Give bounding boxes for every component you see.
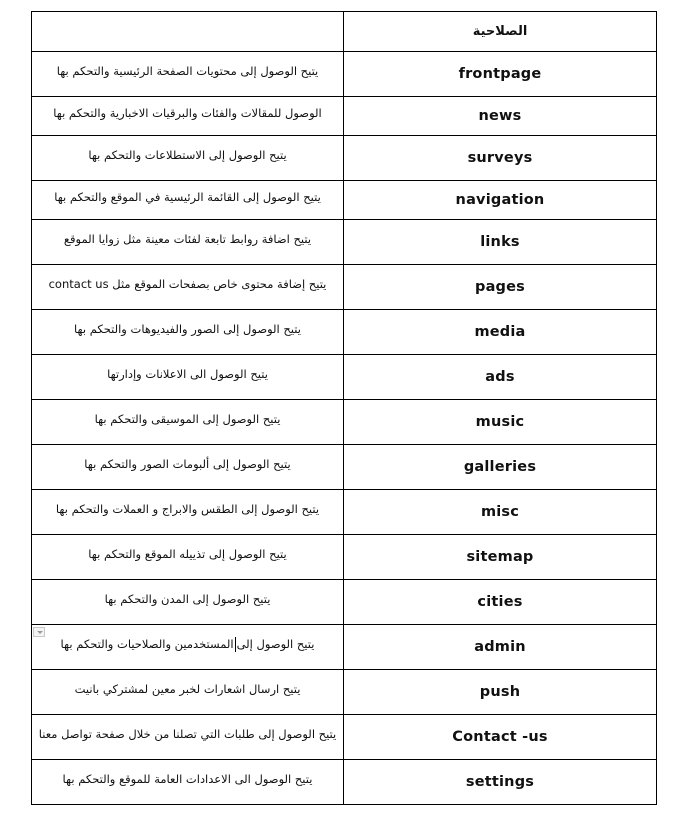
permission-description: يتيح الوصول الى الاعدادات العامة للموقع والتحكم بها	[62, 772, 313, 786]
permission-description-cell[interactable]	[32, 760, 344, 805]
table-row	[32, 136, 657, 181]
permission-description-cell[interactable]	[32, 670, 344, 715]
permission-description-cell[interactable]	[32, 445, 344, 490]
permission-description: يتيح الوصول الى الاعلانات وإدارتها	[107, 367, 268, 381]
table-row	[32, 490, 657, 535]
permission-description: يتيح الوصول إلى الصور والفيديوهات والتحكم بها	[74, 322, 301, 336]
permission-description-cell[interactable]	[32, 715, 344, 760]
permission-name-cell[interactable]: settings	[344, 760, 657, 805]
description-before-cursor: يتيح الوصول إلى	[236, 636, 315, 651]
permission-name-cell[interactable]: galleries	[344, 445, 657, 490]
table-move-handle-icon[interactable]	[33, 627, 45, 637]
table-row	[32, 97, 657, 136]
permission-description: يتيح الوصول إلى الموسيقى والتحكم بها	[94, 412, 281, 426]
permission-name-cell[interactable]: media	[344, 310, 657, 355]
permission-name-cell[interactable]: links	[344, 220, 657, 265]
table-header-row	[32, 12, 657, 52]
table-row	[32, 670, 657, 715]
table-row	[32, 625, 657, 670]
table-row	[32, 715, 657, 760]
permission-name-cell[interactable]: frontpage	[344, 52, 657, 97]
permission-name-cell[interactable]: ads	[344, 355, 657, 400]
table-row	[32, 400, 657, 445]
permission-description-cell[interactable]	[32, 355, 344, 400]
permission-description: يتيح ارسال اشعارات لخبر معين لمشتركي بانيت	[74, 682, 301, 696]
permission-description: يتيح الوصول إلى المدن والتحكم بها	[104, 592, 271, 606]
permission-description: يتيح الوصول إلى القائمة الرئيسية في الموقع والتحكم بها	[54, 190, 321, 204]
permission-description: يتيح الوصول إلى ألبومات الصور والتحكم بها	[84, 457, 291, 471]
permissions-table	[31, 11, 657, 805]
permission-name-cell[interactable]: misc	[344, 490, 657, 535]
permission-name-cell[interactable]: navigation	[344, 181, 657, 220]
table-row	[32, 220, 657, 265]
table-row	[32, 355, 657, 400]
permission-name-cell[interactable]: admin	[344, 625, 657, 670]
permission-name-cell[interactable]: sitemap	[344, 535, 657, 580]
permission-name-cell[interactable]: push	[344, 670, 657, 715]
permission-description-cell[interactable]	[32, 265, 344, 310]
permission-description-cell[interactable]	[32, 490, 344, 535]
permission-description-cell[interactable]	[32, 580, 344, 625]
permission-name-cell[interactable]: surveys	[344, 136, 657, 181]
permission-name-cell[interactable]: Contact -us	[344, 715, 657, 760]
permission-description-cell[interactable]	[32, 535, 344, 580]
permission-description-cell[interactable]	[32, 181, 344, 220]
permission-description: يتيح الوصول إلى تذييله الموقع والتحكم بها	[88, 547, 287, 561]
permission-name-cell[interactable]: cities	[344, 580, 657, 625]
description-after-cursor: المستخدمين والصلاحيات والتحكم بها	[60, 636, 234, 651]
header-empty-cell[interactable]	[32, 12, 344, 52]
permission-description-cell[interactable]	[32, 136, 344, 181]
table-row	[32, 310, 657, 355]
permission-description: يتيح الوصول إلى الاستطلاعات والتحكم بها	[88, 148, 287, 162]
permission-name-cell[interactable]: pages	[344, 265, 657, 310]
table-row	[32, 181, 657, 220]
permission-description-cell[interactable]	[32, 310, 344, 355]
permission-description-cell[interactable]	[32, 52, 344, 97]
table-row	[32, 580, 657, 625]
header-permission-cell[interactable]: الصلاحية	[344, 12, 657, 52]
table-row	[32, 535, 657, 580]
permission-description-cell[interactable]	[32, 400, 344, 445]
permission-description: يتيح إضافة محتوى خاص بصفحات الموقع مثل contact us	[48, 277, 327, 291]
table-row	[32, 265, 657, 310]
permission-description: يتيح الوصول إلى الطقس والابراج و العملات والتحكم بها	[55, 502, 320, 516]
permission-description-cell[interactable]	[32, 625, 344, 670]
permission-description	[61, 637, 315, 651]
permission-description-cell[interactable]	[32, 220, 344, 265]
permission-name-cell[interactable]: news	[344, 97, 657, 136]
permission-name-cell[interactable]: music	[344, 400, 657, 445]
table-row	[32, 445, 657, 490]
permission-description: يتيح الوصول إلى طلبات التي تصلنا من خلال صفحة تواصل معنا	[38, 727, 337, 741]
permission-description: يتيح اضافة روابط تابعة لفئات معينة مثل زوايا الموقع	[63, 232, 312, 246]
table-row	[32, 52, 657, 97]
permission-description: يتيح الوصول إلى محتويات الصفحة الرئيسية والتحكم بها	[56, 64, 319, 78]
table-row	[32, 760, 657, 805]
text-cursor-icon	[235, 637, 236, 652]
permission-description: الوصول للمقالات والفئات والبرقيات الاخبارية والتحكم بها	[53, 106, 322, 120]
permission-description-cell[interactable]	[32, 97, 344, 136]
